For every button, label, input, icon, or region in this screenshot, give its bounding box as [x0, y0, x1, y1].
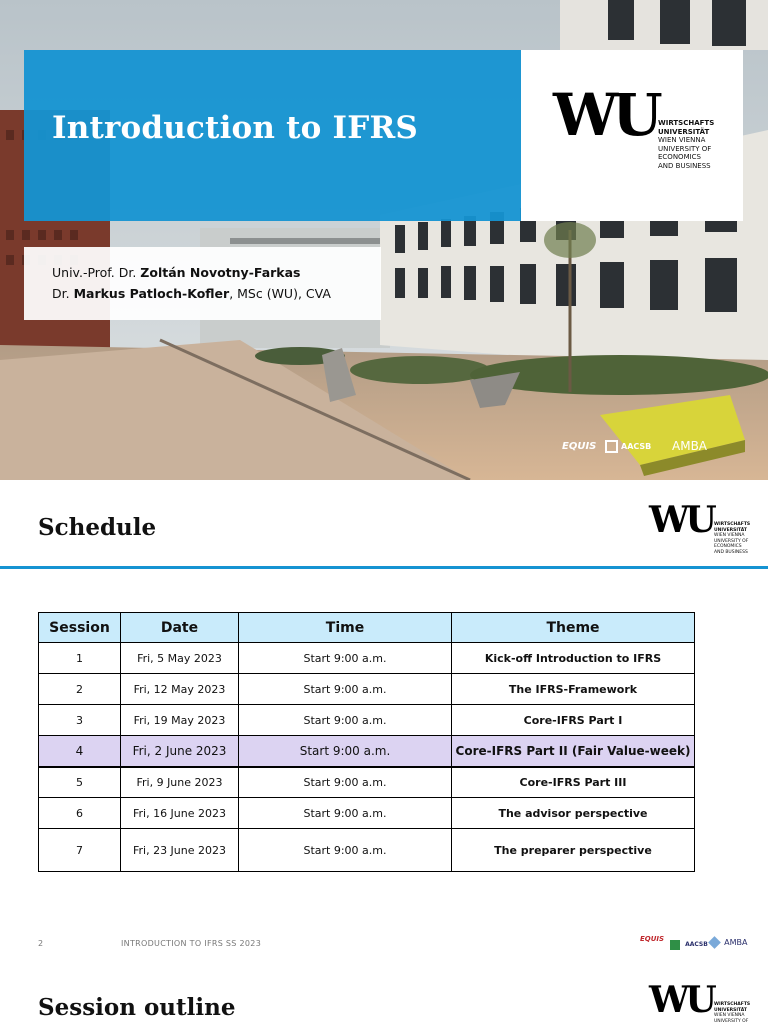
amba-logo: AMBA — [672, 439, 708, 453]
equis-logo: EQUIS — [562, 440, 597, 452]
amba-logo: AMBA — [710, 932, 747, 951]
wu-logo-mark: WU — [649, 979, 713, 1021]
wu-logo-mark: WU — [553, 81, 657, 149]
column-header-theme: Theme — [452, 613, 695, 643]
schedule-table — [38, 612, 695, 872]
session-outline-slide — [0, 964, 768, 1024]
wu-logo-mark: WU — [649, 499, 713, 541]
cell-session: 7 — [39, 829, 121, 872]
cell-date: Fri, 23 June 2023 — [121, 829, 239, 872]
table-row-highlighted — [39, 736, 695, 767]
cell-session: 6 — [39, 798, 121, 829]
wu-logo — [521, 50, 743, 221]
cell-session: 4 — [39, 736, 121, 767]
cell-session: 5 — [39, 767, 121, 798]
title-divider — [0, 566, 768, 569]
wu-logo — [649, 979, 751, 1024]
table-row — [39, 643, 695, 674]
cell-time: Start 9:00 a.m. — [239, 705, 452, 736]
cell-time: Start 9:00 a.m. — [239, 798, 452, 829]
authors-box — [24, 247, 381, 320]
table-row — [39, 705, 695, 736]
table-header-row — [39, 613, 695, 643]
column-header-session: Session — [39, 613, 121, 643]
author-1: Univ.-Prof. Dr. Zoltán Novotny-Farkas — [52, 265, 301, 280]
cell-session: 2 — [39, 674, 121, 705]
cell-session: 1 — [39, 643, 121, 674]
column-header-time: Time — [239, 613, 452, 643]
cell-time: Start 9:00 a.m. — [239, 829, 452, 872]
cell-time: Start 9:00 a.m. — [239, 736, 452, 767]
footer-text: INTRODUCTION TO IFRS SS 2023 — [121, 939, 262, 948]
cell-theme: Core-IFRS Part III — [452, 767, 695, 798]
column-header-date: Date — [121, 613, 239, 643]
cell-time: Start 9:00 a.m. — [239, 674, 452, 705]
wu-logo-wordmark: WIRTSCHAFTS UNIVERSITÄT WIEN VIENNA UNIVERSITY OF ECONOMICS AND BUSINESS — [658, 119, 715, 170]
cell-date: Fri, 19 May 2023 — [121, 705, 239, 736]
schedule-slide — [0, 480, 768, 964]
table-row — [39, 767, 695, 798]
accreditation-logos — [634, 930, 748, 950]
cell-session: 3 — [39, 705, 121, 736]
table-row — [39, 798, 695, 829]
equis-logo: EQUIS — [640, 935, 665, 943]
cell-theme: The IFRS-Framework — [452, 674, 695, 705]
cell-theme: The preparer perspective — [452, 829, 695, 872]
cell-theme: The advisor perspective — [452, 798, 695, 829]
cell-date: Fri, 5 May 2023 — [121, 643, 239, 674]
page-number: 2 — [38, 939, 44, 948]
presentation-title: Introduction to IFRS — [52, 110, 419, 146]
cell-time: Start 9:00 a.m. — [239, 643, 452, 674]
author-2: Dr. Markus Patloch-Kofler, MSc (WU), CVA — [52, 286, 331, 301]
aacsb-logo: AACSB — [605, 432, 651, 460]
slide-title: Session outline — [38, 994, 236, 1021]
table-row — [39, 829, 695, 872]
wu-logo-wordmark: WIRTSCHAFTS UNIVERSITÄT WIEN VIENNA UNIVERSITY OF ECONOMICS AND BUSINESS — [714, 522, 751, 555]
slide-title: Schedule — [38, 514, 157, 541]
title-slide — [0, 0, 768, 480]
wu-logo — [649, 499, 751, 558]
cell-theme: Core-IFRS Part II (Fair Value-week) — [452, 736, 695, 767]
cell-date: Fri, 16 June 2023 — [121, 798, 239, 829]
cell-time: Start 9:00 a.m. — [239, 767, 452, 798]
table-row — [39, 674, 695, 705]
cell-theme: Kick-off Introduction to IFRS — [452, 643, 695, 674]
aacsb-logo: AACSB — [670, 934, 708, 953]
wu-logo-wordmark: WIRTSCHAFTS UNIVERSITÄT WIEN VIENNA UNIVERSITY OF — [714, 1002, 751, 1024]
cell-date: Fri, 12 May 2023 — [121, 674, 239, 705]
cell-date: Fri, 9 June 2023 — [121, 767, 239, 798]
cell-theme: Core-IFRS Part I — [452, 705, 695, 736]
cell-date: Fri, 2 June 2023 — [121, 736, 239, 767]
